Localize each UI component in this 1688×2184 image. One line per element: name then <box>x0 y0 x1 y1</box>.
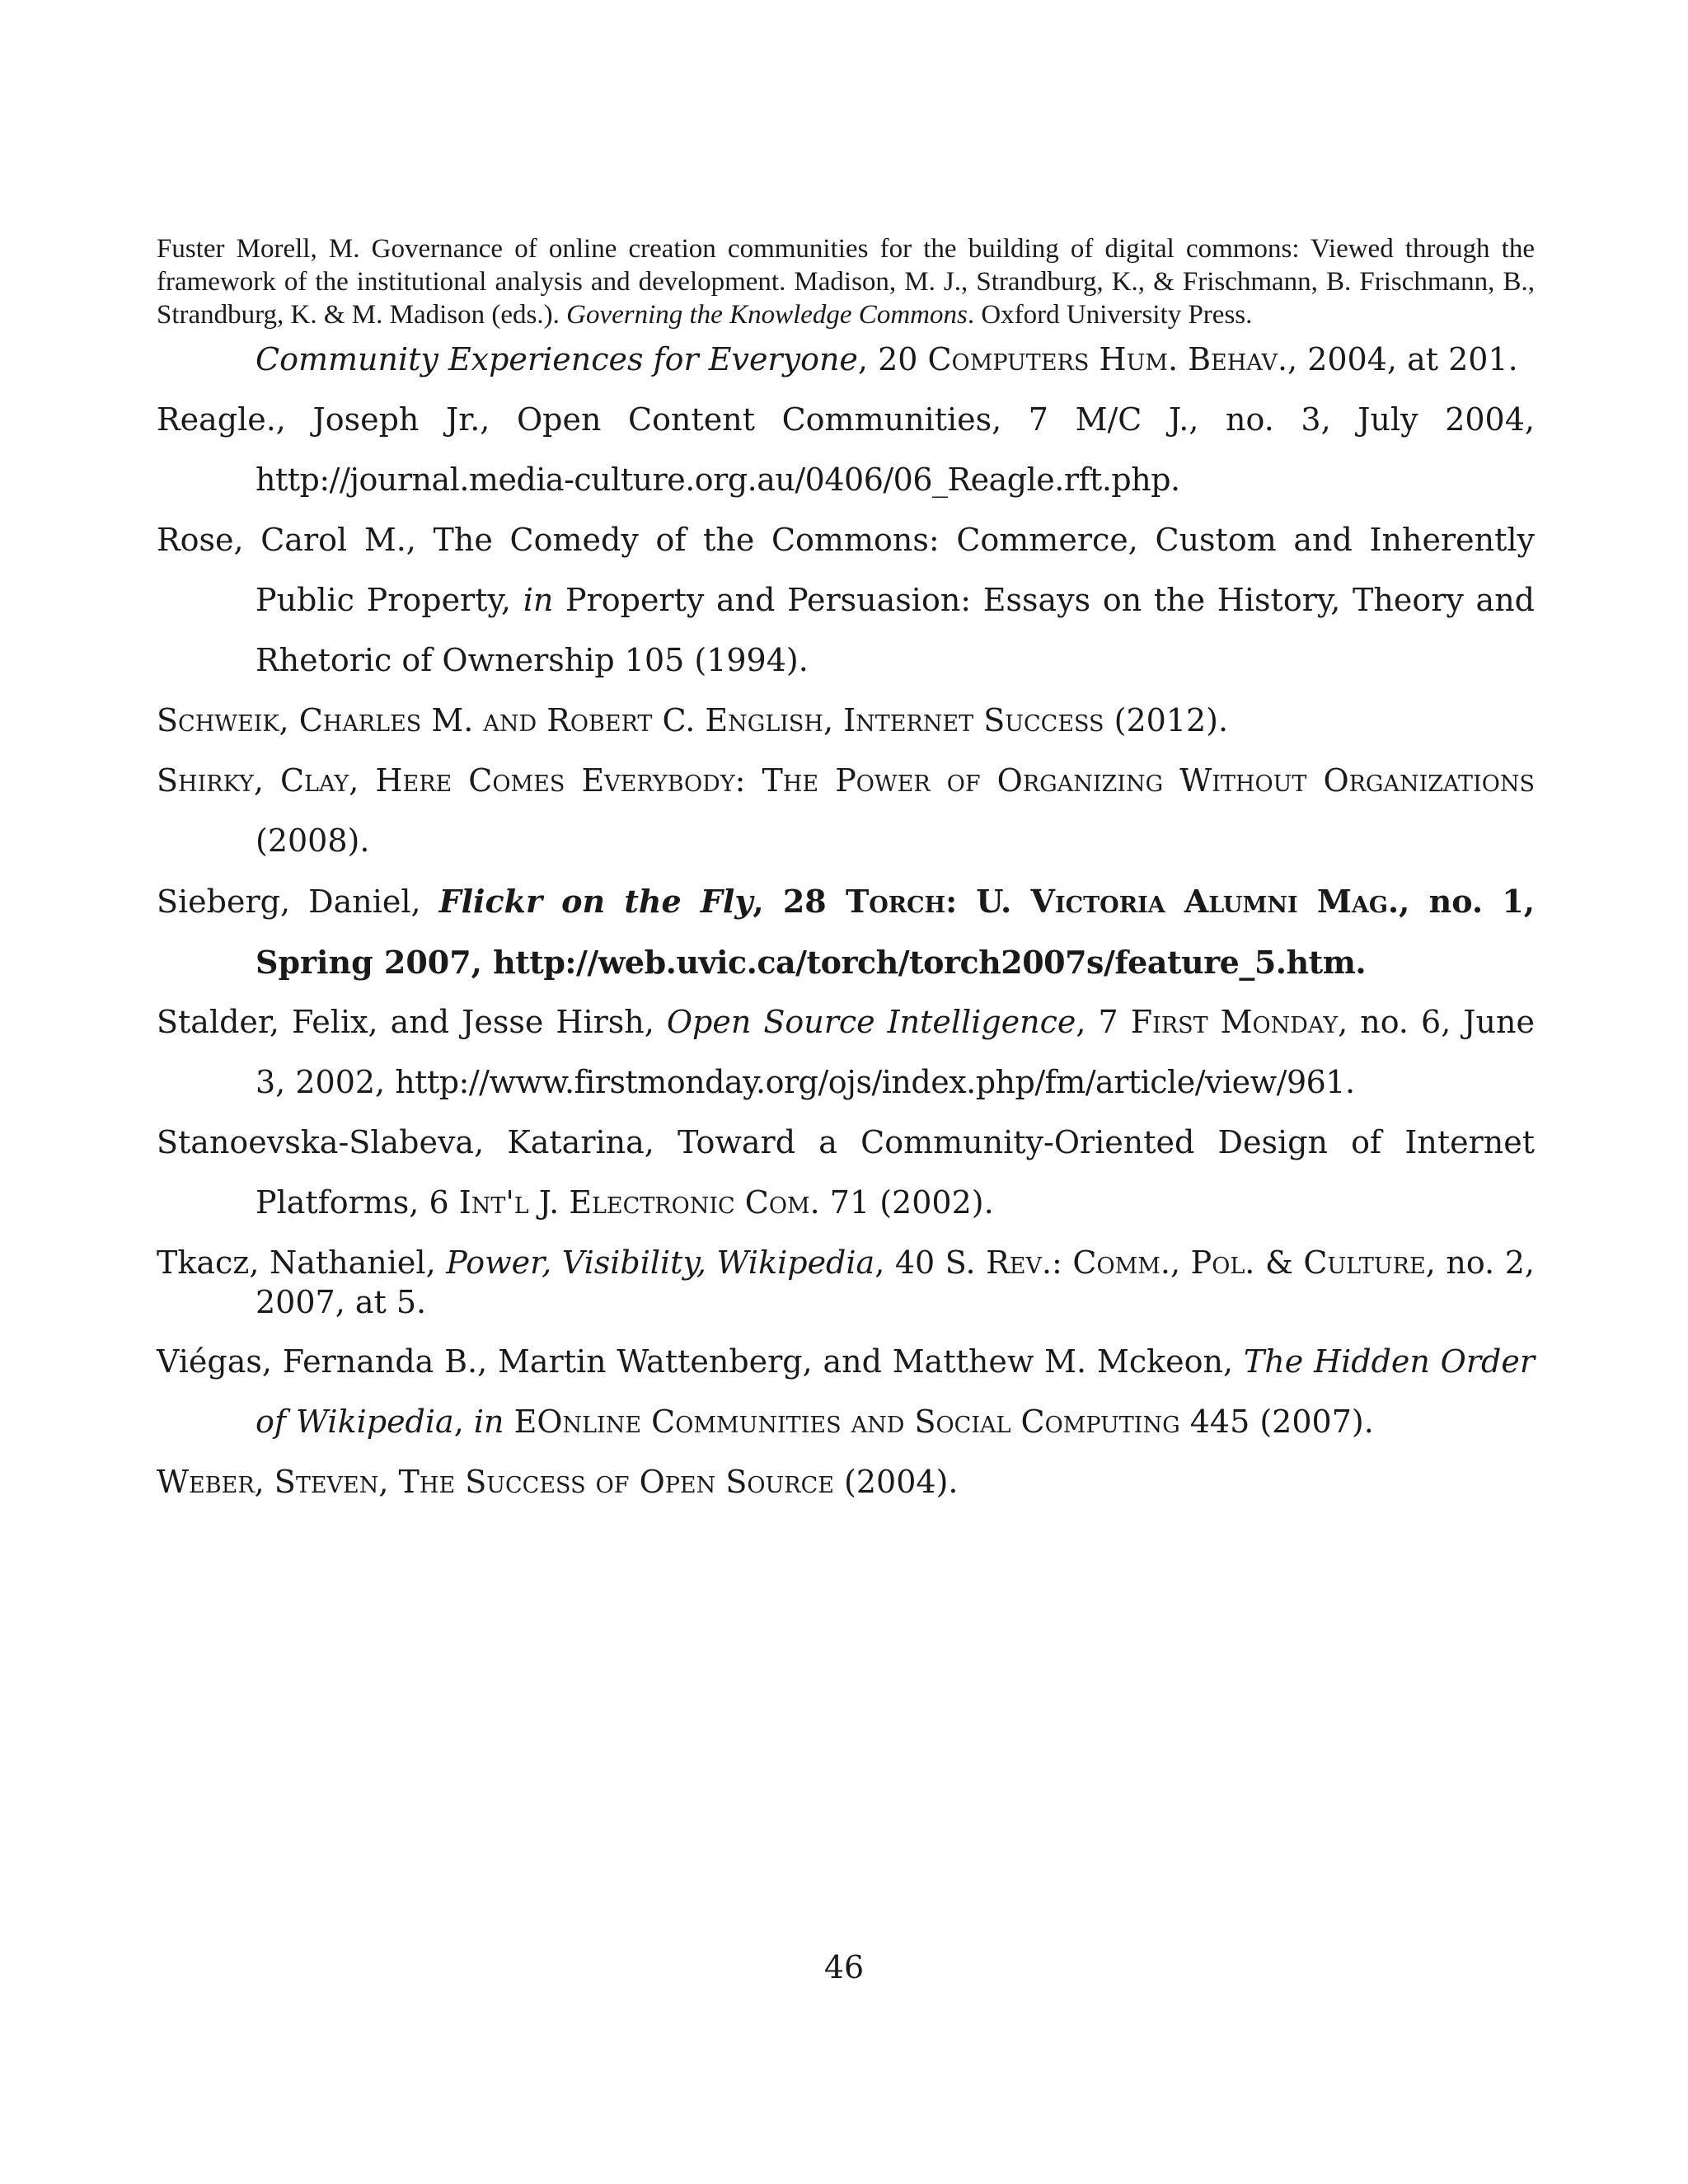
citation-url: http://web.uvic.ca/torch/torch2007s/feature_5.htm. <box>493 944 1367 981</box>
citation-text: Weber, Steven, The Success of Open Source <box>157 1464 834 1500</box>
citation-text: , 20 <box>857 341 928 377</box>
citation-schweik <box>157 691 1535 751</box>
citation-title: Power, Visibility, Wikipedia <box>446 1244 875 1281</box>
citation-text: Property and Persuasion: Essays on the History, Theory and Rhetoric of Ownership 105 (1994). <box>256 582 1535 678</box>
citation-tkacz <box>157 1243 1535 1322</box>
citation-text: Stalder, Felix, and Jesse Hirsh, <box>157 1004 667 1040</box>
citation-text: Reagle., Joseph Jr., Open Content Communities, 7 M/C J. <box>157 401 1189 438</box>
citation-journal: Online Communities and Social Computing <box>537 1404 1180 1440</box>
citation-text: 71 (2002). <box>819 1184 994 1221</box>
citation-in: in <box>473 1404 504 1440</box>
citation-url: http://www.firstmonday.org/ojs/index.php/fm/article/view/961. <box>395 1064 1355 1100</box>
citation-text: Stanoevska-Slabeva, Katarina, Toward a Community-Oriented Design of Internet Platforms, 6 <box>157 1124 1535 1221</box>
citation-text: Tkacz, Nathaniel, <box>157 1244 447 1281</box>
citation-text: Sieberg, Daniel, <box>157 883 439 920</box>
citation-text: Rose, Carol M., The Comedy of the Commons: Commerce, Custom and Inherently Public Property, <box>157 522 1535 618</box>
citation-title: Flickr on the Fly <box>438 883 753 920</box>
citation-title: Open Source Intelligence <box>666 1004 1076 1040</box>
citation-journal: Int'l J. Electronic Com. <box>458 1184 820 1221</box>
bibliography <box>157 232 1535 1512</box>
citation-sieberg <box>157 871 1535 992</box>
citation-text: , no. 6, June 3, 2002, <box>256 1004 1535 1100</box>
citation-text: E <box>504 1404 537 1440</box>
citation-text: , 40 <box>874 1244 945 1281</box>
citation-text: , <box>453 1404 474 1440</box>
citation-text: , 28 <box>753 883 846 920</box>
citation-text: , 2004, at 201. <box>1287 341 1518 377</box>
citation-text: Shirky, Clay, Here Comes Everybody: The Power of Organizing Without Organizations <box>157 762 1535 799</box>
citation-text: , no. 2, 2007, at 5. <box>256 1244 1535 1320</box>
citation-continuation <box>157 330 1535 390</box>
citation-rose <box>157 510 1535 691</box>
citation-journal: First Monday <box>1130 1004 1339 1040</box>
citation-stalder <box>157 992 1535 1113</box>
citation-text: . Oxford University Press. <box>967 300 1253 330</box>
citation-reagle <box>157 390 1535 510</box>
citation-text: , no. 3, July 2004, <box>1189 401 1535 438</box>
citation-text: (2008). <box>256 823 370 859</box>
citation-text: , no. 1, Spring 2007, <box>256 883 1535 981</box>
citation-title: Community Experiences for Everyone <box>256 341 858 377</box>
page-number: 46 <box>823 1949 865 1985</box>
citation-text: , 7 <box>1076 1004 1131 1040</box>
citation-text: Schweik, Charles M. and Robert C. English, Internet Success <box>157 702 1104 738</box>
citation-url: http://journal.media-culture.org.au/0406/06_Reagle.rft.php. <box>256 462 1180 498</box>
citation-text: (2012). <box>1104 702 1229 738</box>
citation-viegas <box>157 1332 1535 1452</box>
citation-stanoevska-slabeva <box>157 1113 1535 1233</box>
citation-weber <box>157 1452 1535 1512</box>
citation-journal: Torch: U. Victoria Alumni Mag. <box>845 883 1400 920</box>
citation-title: Governing the Knowledge Commons <box>566 300 968 330</box>
citation-title: The Hidden Order of Wikipedia <box>256 1343 1535 1440</box>
citation-journal: S. Rev.: Comm., Pol. & Culture <box>945 1244 1426 1281</box>
citation-shirky <box>157 751 1535 871</box>
citation-text: Fuster Morell, M. Governance of online creation communities for the building of digital commons: Viewed through the framework of the institutional analysis and development. Madison, M. J., Strandburg, K., & Frischmann, B. Frischmann, B., Strandburg, K. & M. Madison (eds.). <box>157 234 1535 330</box>
citation-in: in <box>523 582 554 618</box>
citation-fuster-morell <box>157 232 1535 331</box>
citation-text: Viégas, Fernanda B., Martin Wattenberg, and Matthew M. Mckeon, <box>157 1343 1244 1380</box>
citation-text: 445 (2007). <box>1179 1404 1374 1440</box>
citation-journal: Computers Hum. Behav. <box>927 341 1288 377</box>
citation-text: (2004). <box>833 1464 959 1500</box>
